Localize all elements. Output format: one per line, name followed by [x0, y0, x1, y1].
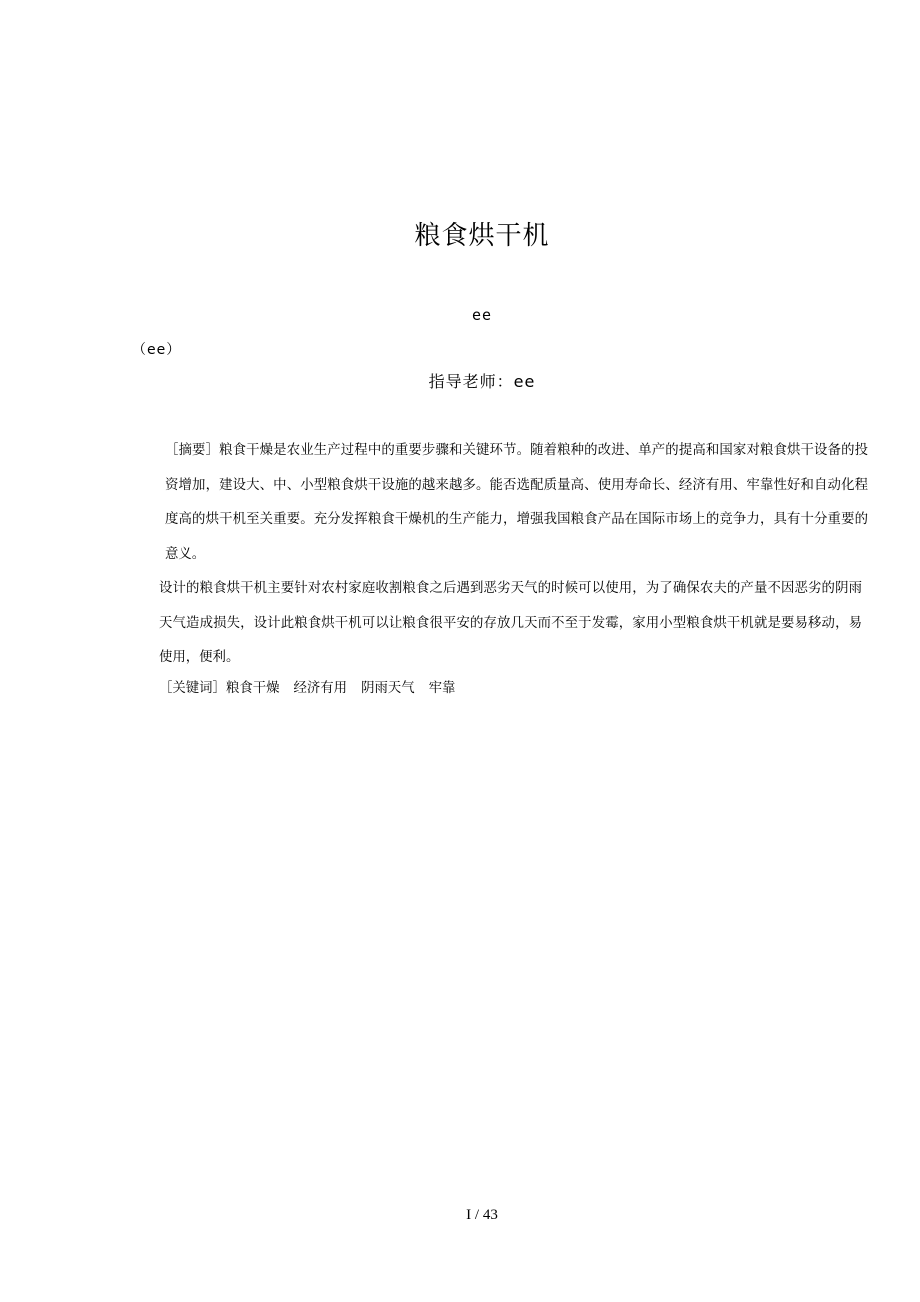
page-number: I / 43	[466, 1207, 498, 1223]
abstract-paragraph	[131, 434, 868, 572]
advisor-line: 指导老师：ee	[428, 372, 536, 391]
author-name: ee	[471, 306, 493, 324]
keyword-item: 阴雨天气	[361, 681, 415, 696]
author-affiliation: （ee）	[132, 342, 182, 358]
keywords-line	[159, 677, 455, 701]
document-title: 粮食烘干机	[414, 221, 550, 251]
keyword-item: 粮食干燥	[225, 681, 280, 696]
abstract-text: 粮食干燥是农业生产过程中的重要步骤和关键环节。随着粮种的改进、单产的提高和国家对粮食烘干设备的投资增加，建设大、中、小型粮食烘干设施的越来越多。能否选配质量高、使用寿命长、经济有用、牢靠性好和自动化程度高的烘干机至关重要。充分发挥粮食干燥机的生产能力，增强我国粮食产品在国际市场上的竞争力，具有十分重要的意义。	[165, 443, 869, 562]
keywords-label: ［关键词］	[159, 681, 226, 696]
keyword-item: 牢靠	[428, 681, 456, 696]
design-paragraph: 设计的粮食烘干机主要针对农村家庭收割粮食之后遇到恶劣天气的时候可以使用，为了确保农夫的产量不因恶劣的阴雨天气造成损失，设计此粮食烘干机可以让粮食很平安的存放几天而不至于发霉，家用小型粮食烘干机就是要易移动，易使用，便利。	[159, 581, 862, 665]
abstract-label: ［摘要］	[165, 443, 220, 458]
keyword-item: 经济有用	[293, 681, 348, 696]
